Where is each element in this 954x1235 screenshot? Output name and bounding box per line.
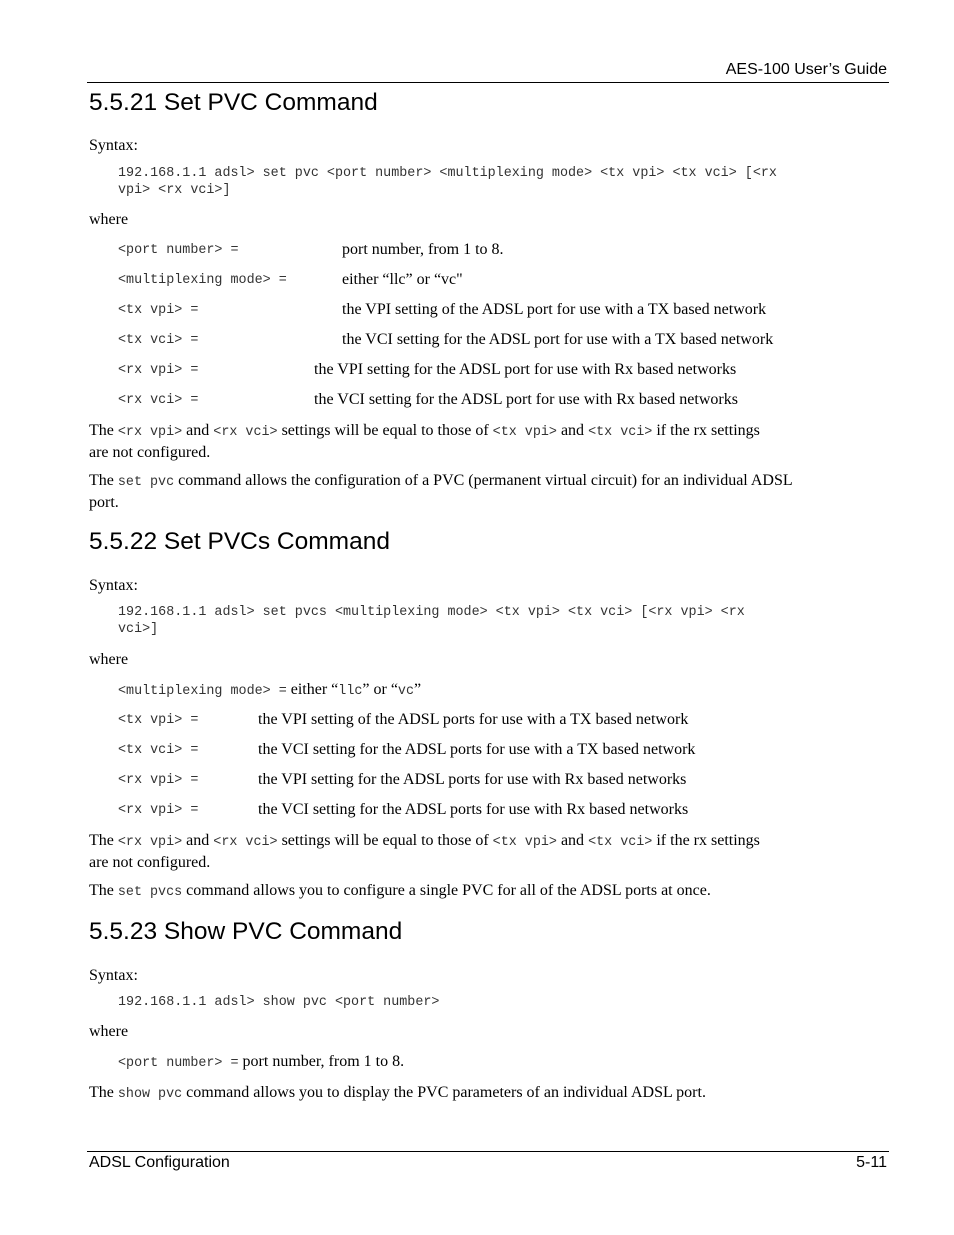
param-name: <port number> = bbox=[118, 1056, 239, 1071]
command-description: The show pvc command allows you to display the PVC parameters of an individual ADSL port. bbox=[89, 1084, 706, 1102]
inline-code: <tx vpi> bbox=[492, 425, 557, 440]
param-description: the VCI setting for the ADSL ports for use with a TX based network bbox=[258, 741, 696, 758]
settings-note: The <rx vpi> and <rx vci> settings will be equal to those of <tx vpi> and <tx vci> if the rx settings are not configured. bbox=[89, 832, 760, 871]
section-5-5-23-heading: 5.5.23 Show PVC Command bbox=[89, 918, 403, 945]
param-name: <rx vci> = bbox=[118, 393, 199, 408]
syntax-label: Syntax: bbox=[89, 967, 138, 984]
inline-code: <rx vci> bbox=[213, 835, 278, 850]
inline-code: llc bbox=[338, 684, 363, 699]
footer-chapter: ADSL Configuration bbox=[89, 1154, 230, 1171]
param-description: the VCI setting for the ADSL port for use with a TX based network bbox=[342, 331, 774, 348]
inline-code: <rx vpi> bbox=[117, 425, 183, 440]
syntax-line: vpi> <rx vci>] bbox=[118, 183, 231, 198]
section-5-5-22-heading: 5.5.22 Set PVCs Command bbox=[89, 528, 390, 555]
inline-code: <rx vci> bbox=[213, 425, 278, 440]
param-description: the VPI setting for the ADSL ports for use with Rx based networks bbox=[258, 771, 687, 788]
syntax-line: 192.168.1.1 adsl> set pvcs <multiplexing mode> <tx vpi> <tx vci> [<rx vpi> <rx bbox=[118, 605, 745, 620]
header-guide-title: AES-100 User’s Guide bbox=[725, 61, 887, 78]
param-name: <rx vpi> = bbox=[118, 363, 199, 378]
where-label: where bbox=[89, 211, 129, 228]
param-description: the VPI setting for the ADSL port for use with Rx based networks bbox=[314, 361, 737, 378]
param-name: <tx vci> = bbox=[118, 743, 199, 758]
header-rule bbox=[87, 82, 889, 83]
command-description: The set pvc command allows the configuration of a PVC (permanent virtual circuit) for an individual ADSL port. bbox=[89, 472, 793, 511]
param-description: the VCI setting for the ADSL ports for use with Rx based networks bbox=[258, 801, 689, 818]
inline-code: vc bbox=[397, 684, 414, 699]
param-name: <rx vpi> = bbox=[118, 773, 199, 788]
param-name: <port number> = bbox=[118, 243, 239, 258]
footer-page-number: 5-11 bbox=[856, 1154, 887, 1171]
param-name: <rx vpi> = bbox=[118, 803, 199, 818]
param-description: either “llc” or “vc" bbox=[342, 271, 463, 288]
section-5-5-21-heading: 5.5.21 Set PVC Command bbox=[89, 89, 378, 116]
command-description: The set pvcs command allows you to configure a single PVC for all of the ADSL ports at once. bbox=[89, 882, 711, 900]
settings-note: The <rx vpi> and <rx vci> settings will be equal to those of <tx vpi> and <tx vci> if the rx settings are not configured. bbox=[89, 422, 760, 461]
syntax-line: 192.168.1.1 adsl> show pvc <port number> bbox=[118, 995, 440, 1010]
param-name: <tx vci> = bbox=[118, 333, 199, 348]
syntax-line: vci>] bbox=[118, 622, 159, 637]
inline-code: show pvc bbox=[117, 1087, 183, 1102]
param-name: <tx vpi> = bbox=[118, 303, 199, 318]
syntax-label: Syntax: bbox=[89, 137, 138, 154]
param-row-port-number bbox=[118, 1053, 404, 1071]
where-label: where bbox=[89, 1023, 129, 1040]
inline-code: set pvcs bbox=[117, 885, 183, 900]
where-label: where bbox=[89, 651, 129, 668]
param-description: the VCI setting for the ADSL port for use with Rx based networks bbox=[314, 391, 738, 408]
param-description: the VPI setting of the ADSL port for use with a TX based network bbox=[342, 301, 767, 318]
param-row-multiplexing-mode: <multiplexing mode> = either “llc” or “vc” bbox=[118, 681, 422, 699]
syntax-line: 192.168.1.1 adsl> set pvc <port number> <multiplexing mode> <tx vpi> <tx vci> [<rx bbox=[118, 166, 777, 181]
inline-code: <tx vci> bbox=[588, 425, 653, 440]
syntax-label: Syntax: bbox=[89, 577, 138, 594]
param-description: the VPI setting of the ADSL ports for use with a TX based network bbox=[258, 711, 689, 728]
inline-code: <tx vpi> bbox=[492, 835, 557, 850]
inline-code: <rx vpi> bbox=[117, 835, 183, 850]
inline-code: <tx vci> bbox=[588, 835, 653, 850]
param-description: port number, from 1 to 8. bbox=[238, 1053, 405, 1070]
param-name: <multiplexing mode> = bbox=[118, 273, 287, 288]
param-name: <multiplexing mode> = bbox=[118, 684, 287, 699]
param-name: <tx vpi> = bbox=[118, 713, 199, 728]
inline-code: set pvc bbox=[117, 475, 175, 490]
footer-rule bbox=[87, 1151, 889, 1152]
param-description: port number, from 1 to 8. bbox=[342, 241, 504, 258]
